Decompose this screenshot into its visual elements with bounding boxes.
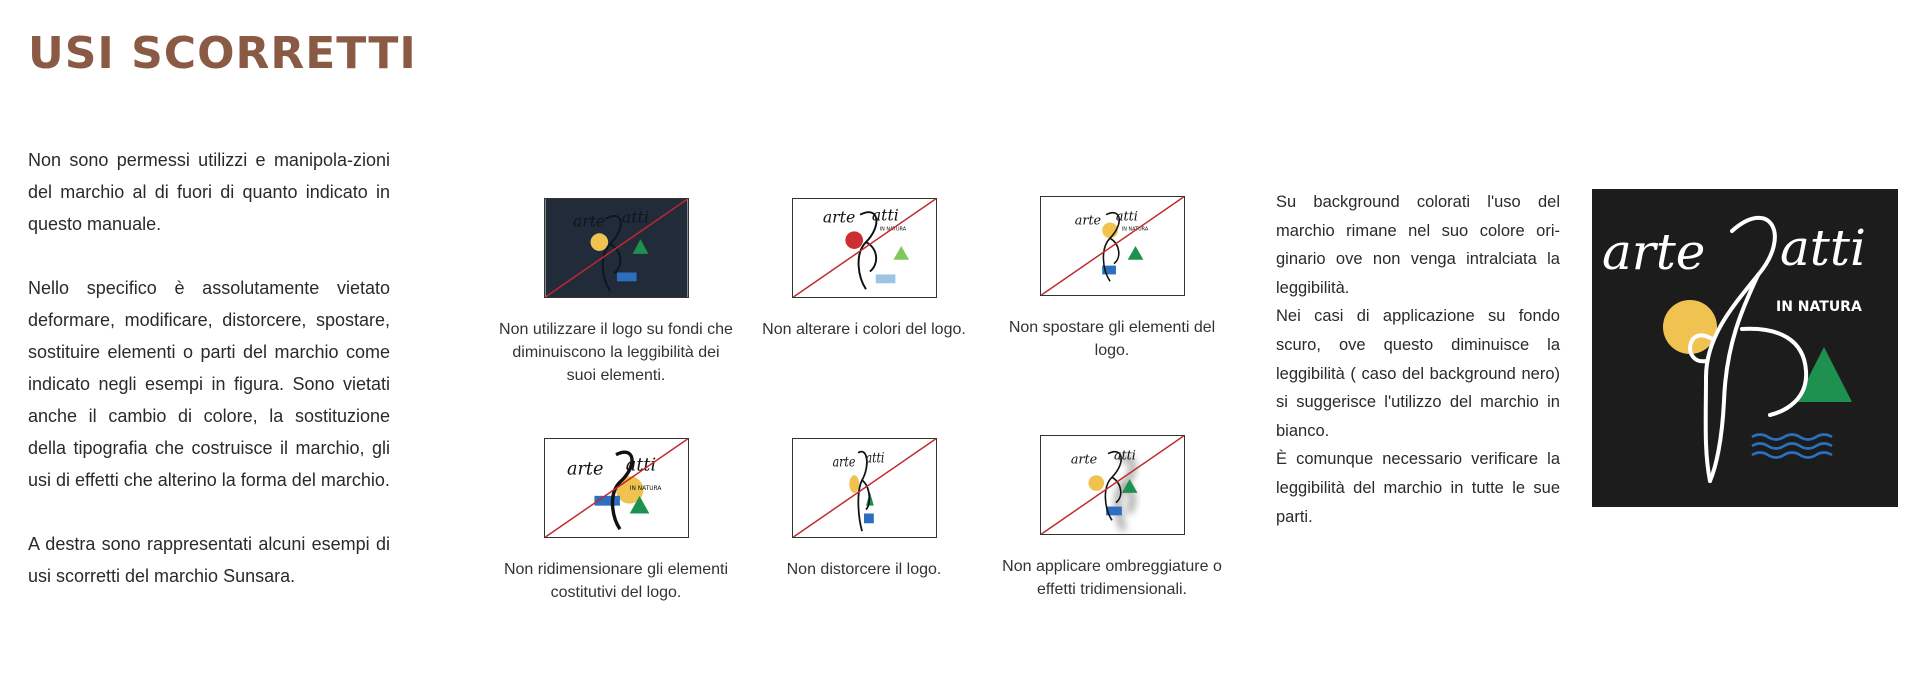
- logo-misuse-thumbnail: [544, 198, 689, 298]
- logo-wordmark: atti: [1115, 209, 1138, 225]
- logo-wordmark: arte: [566, 459, 603, 480]
- intro-paragraph: Non sono permessi utilizzi e manipola-zioni del marchio al di fuori di quanto indicato in questo manuale.: [28, 150, 390, 234]
- logo-wordmark: atti: [625, 455, 656, 476]
- logo-wordmark: atti: [865, 449, 884, 466]
- logo-wordmark: arte: [832, 453, 855, 470]
- logo-wordmark: atti: [871, 205, 899, 225]
- waves-shape: [864, 513, 874, 523]
- logo-wordmark: atti: [621, 207, 649, 227]
- logo-tagline: IN NATURA: [629, 485, 661, 492]
- logo-wordmark: arte: [822, 207, 855, 227]
- background-notes: [1276, 188, 1560, 531]
- waves-shape: [616, 273, 636, 282]
- example-altered-colors: [744, 198, 984, 341]
- logo-tagline: IN NATURA: [879, 226, 906, 233]
- intro-text: [28, 144, 390, 624]
- logo-misuse-thumbnail: [544, 438, 689, 538]
- logo-wordmark: arte: [1074, 213, 1101, 229]
- example-distorted-logo: [744, 438, 984, 581]
- sun-shape: [845, 231, 863, 249]
- intro-paragraph: Nello specifico è assolutamente vietato deformare, modificare, distorcere, spostare, sostituire elementi o parti del marchio come indicato negli esempi in figura. Sono vietati anche il cambio di colore, la sostituzione della tipografia che costruisce il marchio, gli usi di effetti che alterino la forma del marchio.: [28, 278, 390, 490]
- logo-misuse-thumbnail: [792, 438, 937, 538]
- background-note: È comunque necessario verificare la leggibilità del marchio in tutte le sue parti.: [1276, 450, 1560, 526]
- sun-shape: [1088, 475, 1104, 491]
- example-caption: Non alterare i colori del logo.: [762, 321, 966, 338]
- example-caption: Non distorcere il logo.: [786, 561, 942, 578]
- logo-misuse-thumbnail: [792, 198, 937, 298]
- background-note: Nei casi di applicazione su fondo scuro, ove questo diminuisce la leggibilità ( caso del background nero) si suggerisce l'utilizzo del marchio in bianco.: [1276, 307, 1560, 440]
- logo-wordmark: arte: [572, 211, 605, 231]
- page-title: USI SCORRETTI: [28, 28, 417, 79]
- example-shadow-effects: [992, 435, 1232, 601]
- sun-shape: [849, 475, 859, 493]
- waves-shape: [875, 274, 895, 283]
- logo-wordmark: atti: [1113, 448, 1136, 464]
- logo-wordmark: atti: [1780, 219, 1866, 277]
- example-moved-elements: [992, 196, 1232, 362]
- example-caption: Non ridimensionare gli elementi costitutivi del logo.: [503, 561, 729, 601]
- logo-misuse-thumbnail: [1040, 435, 1185, 535]
- example-caption: Non spostare gli elementi del logo.: [1008, 319, 1216, 359]
- logo-misuse-thumbnail: [1040, 196, 1185, 296]
- example-caption: Non applicare ombreggiature o effetti tridimensionali.: [1002, 558, 1222, 598]
- logo-tagline: IN NATURA: [1121, 226, 1148, 233]
- logo-wordmark: arte: [1070, 452, 1097, 468]
- logo-wordmark: arte: [1602, 223, 1706, 281]
- example-low-contrast-background: [496, 198, 736, 387]
- example-caption: Non utilizzare il logo su fondi che diminuiscono la leggibilità dei suoi elementi.: [499, 321, 733, 384]
- intro-paragraph: A destra sono rappresentati alcuni esempi di usi scorretti del marchio Sunsara.: [28, 534, 390, 586]
- logo-tagline: IN NATURA: [1776, 299, 1862, 315]
- logo-white-on-dark: [1592, 189, 1898, 507]
- background-note: Su background colorati l'uso del marchio rimane nel suo colore ori-ginario ove non venga intralciata la leggibilità.: [1276, 193, 1560, 297]
- sun-shape: [590, 233, 608, 251]
- example-resized-elements: [496, 438, 736, 604]
